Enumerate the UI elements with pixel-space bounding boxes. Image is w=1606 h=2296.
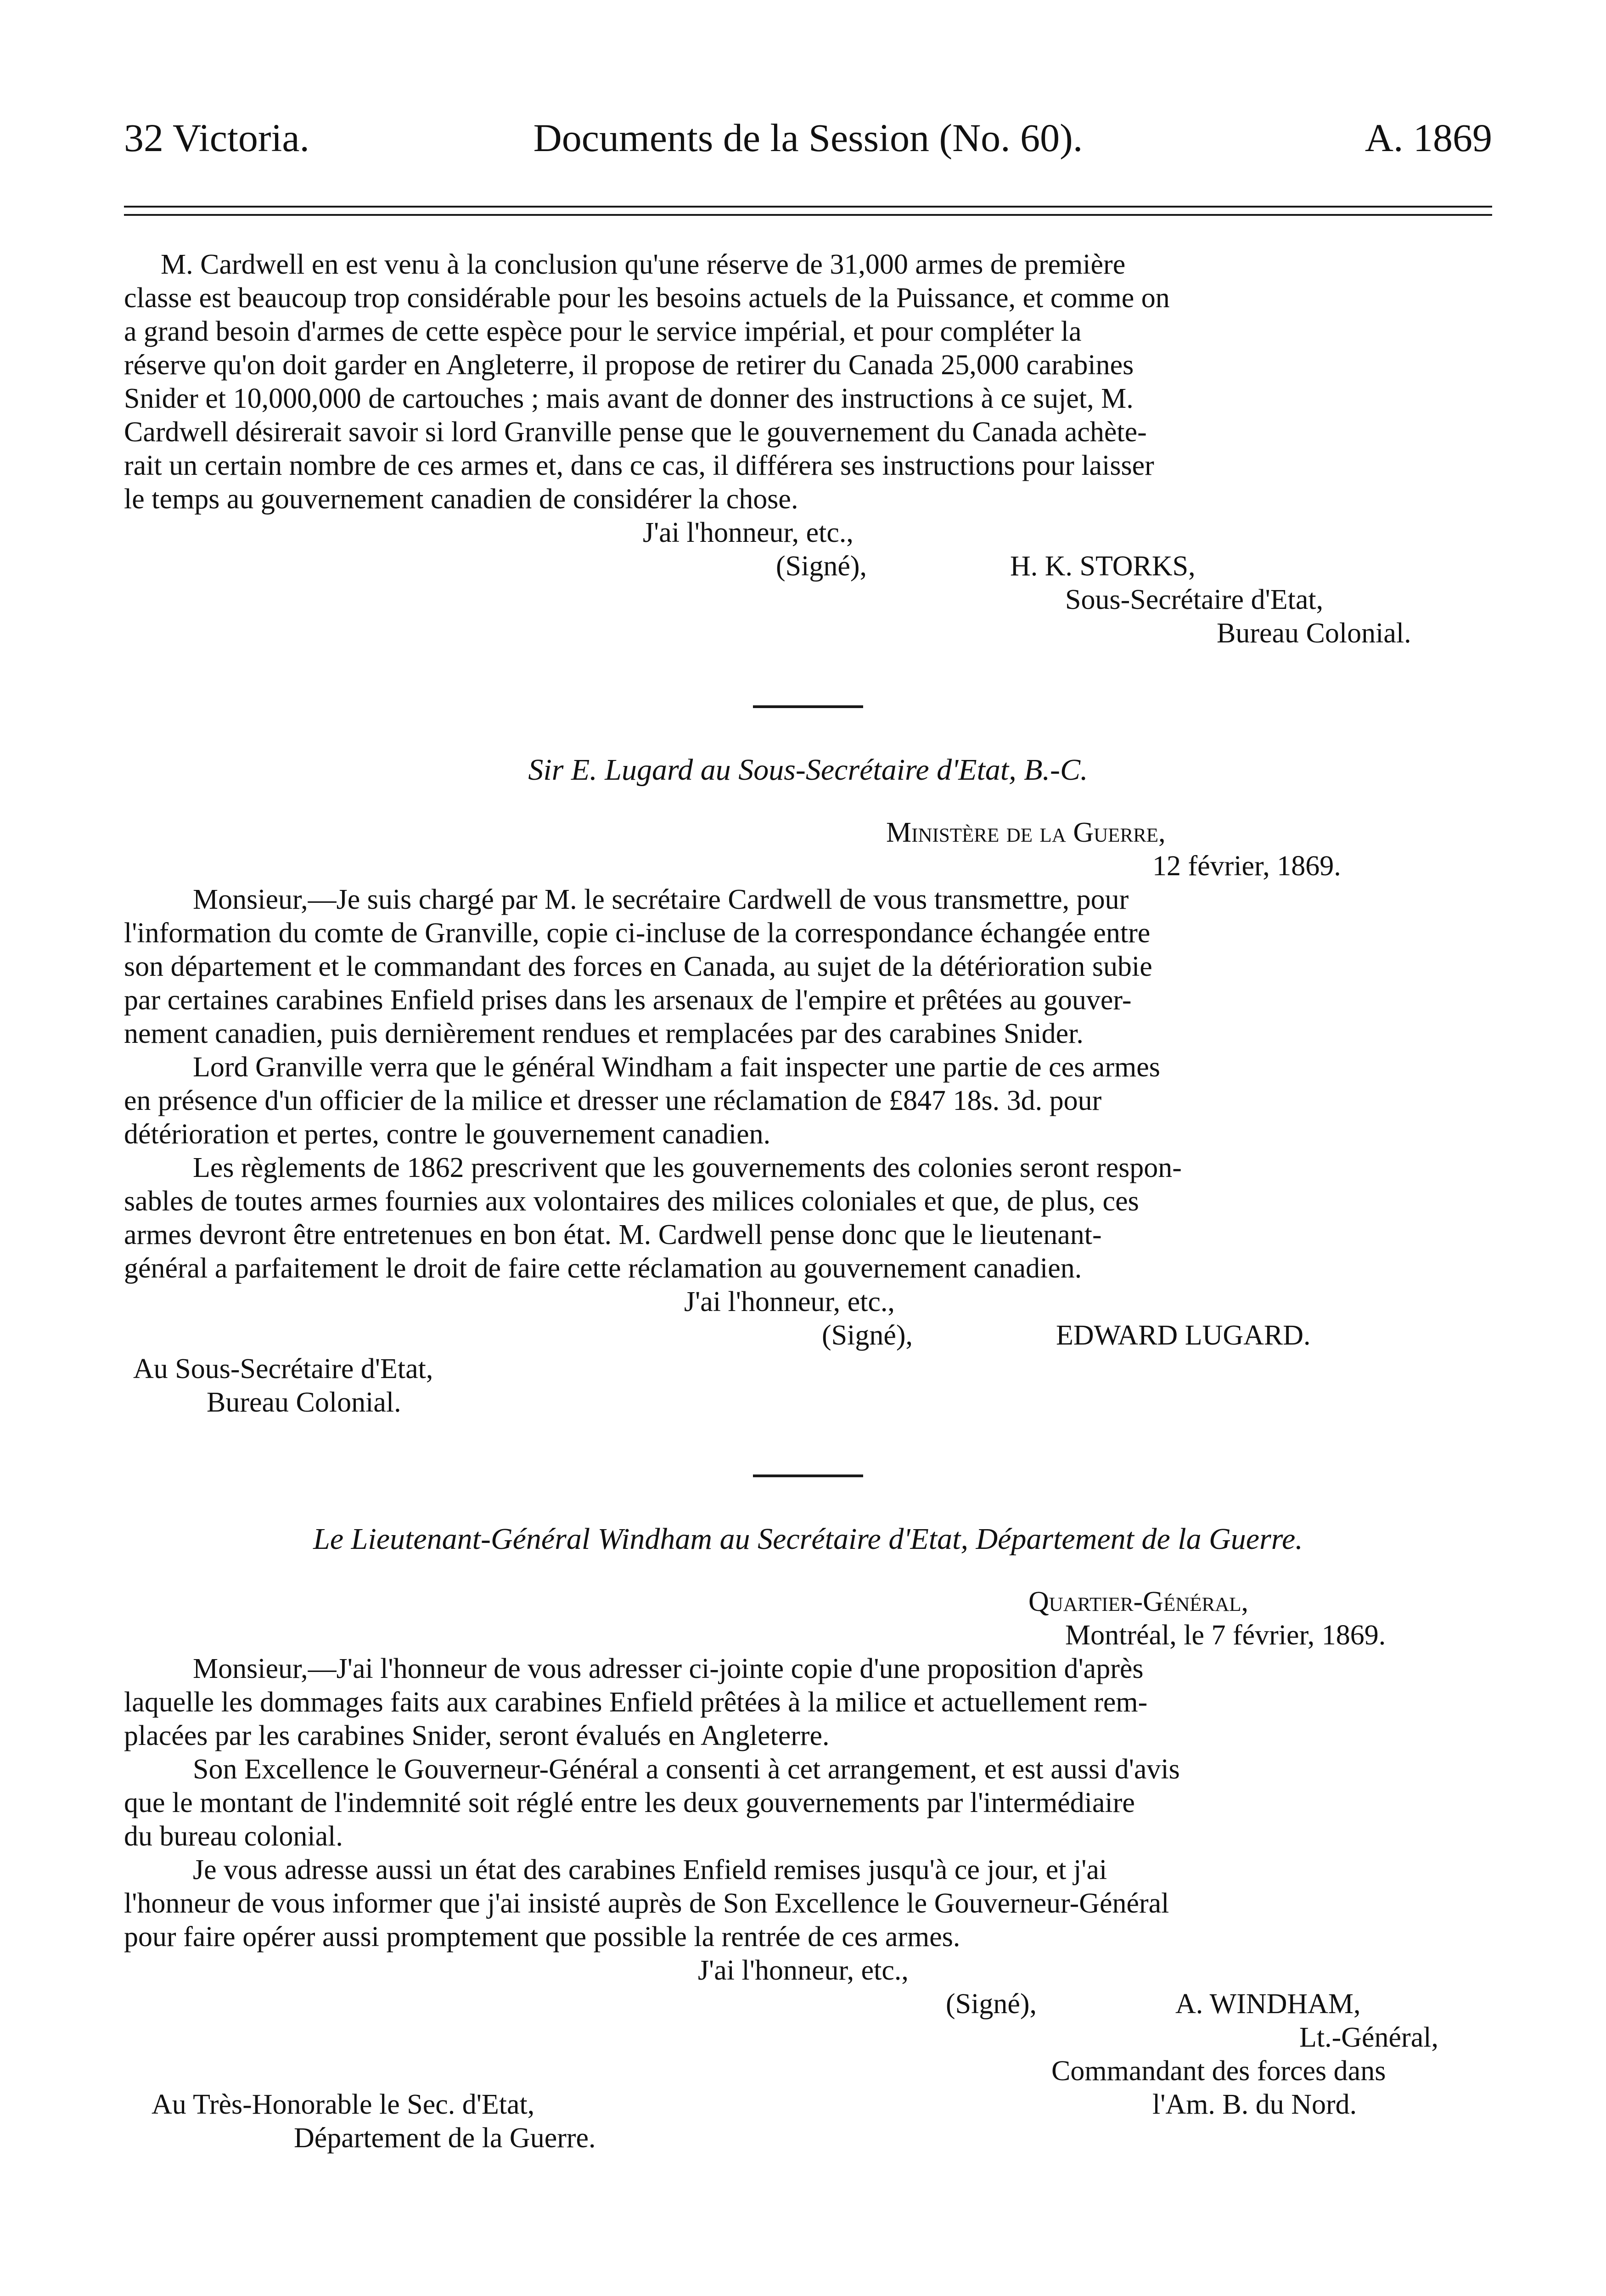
place-line <box>124 816 1492 850</box>
closing: J'ai l'honneur, etc., <box>643 517 854 548</box>
letter-2-paragraph-1 <box>124 883 1492 1051</box>
text-line: rait un certain nombre de ces armes et, dans ce cas, il différera ses instructions pour laisser <box>124 450 1154 481</box>
letter-3-place: Quartier-Général, <box>1028 1586 1249 1617</box>
letter-3-paragraph-2 <box>124 1753 1492 1853</box>
signer-office-line <box>124 2054 1492 2088</box>
date-line <box>124 1619 1492 1652</box>
letter-3-title: Le Lieutenant-Général Windham au Secrétaire d'Etat, Département de la Guerre. <box>313 1522 1303 1556</box>
signer-title-line <box>124 583 1492 617</box>
text-line: par certaines carabines Enfield prises dans les arsenaux de l'empire et prêtées au gouver- <box>124 985 1132 1016</box>
closing-line <box>124 1285 1492 1319</box>
letter-3-paragraph-1 <box>124 1652 1492 1753</box>
header-right: A. 1869 <box>1365 116 1492 160</box>
closing-line <box>124 1954 1492 1987</box>
header-center: Documents de la Session (No. 60). <box>533 116 1083 160</box>
signer-name: A. WINDHAM, <box>1175 1988 1361 2020</box>
signature-line <box>124 1319 1492 1352</box>
text-line: placées par les carabines Snider, seront évalués en Angleterre. <box>124 1720 830 1751</box>
text-line: classe est beaucoup trop considérable pour les besoins actuels de la Puissance, et comme on <box>124 282 1170 314</box>
signer-command: l'Am. B. du Nord. <box>1152 2089 1357 2120</box>
date-line <box>124 850 1492 883</box>
header-rule-bottom <box>124 214 1492 216</box>
addressee-and-command-line <box>124 2088 1492 2122</box>
text-line: sables de toutes armes fournies aux volontaires des milices coloniales et que, de plus, ces <box>124 1186 1139 1217</box>
signature-line <box>124 1987 1492 2021</box>
text-line: l'honneur de vous informer que j'ai insisté auprès de Son Excellence le Gouverneur-Général <box>124 1888 1169 1919</box>
letter-3 <box>124 1521 1492 2155</box>
addressee-office: Bureau Colonial. <box>207 1387 401 1418</box>
text-line: Monsieur,—Je suis chargé par M. le secrétaire Cardwell de vous transmettre, pour <box>193 884 1129 915</box>
text-line: l'information du comte de Granville, copie ci-incluse de la correspondance échangée entre <box>124 917 1151 949</box>
text-line: Cardwell désirerait savoir si lord Granville pense que le gouvernement du Canada achète- <box>124 416 1147 448</box>
signer-title-line <box>124 2021 1492 2054</box>
addressee-office: Département de la Guerre. <box>294 2122 596 2154</box>
letter-1 <box>124 248 1492 650</box>
signer-title: Lt.-Général, <box>1299 2022 1438 2053</box>
signer-office: Commandant des forces dans <box>1051 2055 1386 2087</box>
text-line: armes devront être entretenues en bon état. M. Cardwell pense donc que le lieutenant- <box>124 1219 1102 1250</box>
letter-2-place: Ministère de la Guerre, <box>886 817 1166 848</box>
closing: J'ai l'honneur, etc., <box>684 1286 895 1317</box>
text-line: son département et le commandant des forces en Canada, au sujet de la détérioration subie <box>124 951 1152 982</box>
text-line: a grand besoin d'armes de cette espèce pour le service impérial, et pour compléter la <box>124 316 1082 347</box>
text-line: réserve qu'on doit garder en Angleterre, il propose de retirer du Canada 25,000 carabines <box>124 349 1134 381</box>
addressee-line-1 <box>124 1352 1492 1386</box>
place-line <box>124 1585 1492 1619</box>
text-line: laquelle les dommages faits aux carabines Enfield prêtées à la milice et actuellement rem- <box>124 1687 1148 1718</box>
text-line: en présence d'un officier de la milice et dresser une réclamation de £847 18s. 3d. pour <box>124 1085 1102 1116</box>
text-line: pour faire opérer aussi promptement que possible la rentrée de ces armes. <box>124 1921 960 1953</box>
text-line: général a parfaitement le droit de faire cette réclamation au gouvernement canadien. <box>124 1253 1082 1284</box>
signer-office-line <box>124 617 1492 650</box>
header-left: 32 Victoria. <box>124 116 310 160</box>
signer-office: Bureau Colonial. <box>1217 618 1411 649</box>
text-line: Son Excellence le Gouverneur-Général a consenti à cet arrangement, et est aussi d'avis <box>193 1754 1180 1785</box>
text-line: Snider et 10,000,000 de cartouches ; mais avant de donner des instructions à ce sujet, M. <box>124 383 1134 414</box>
signer-name: H. K. STORKS, <box>1010 551 1196 582</box>
header-rule-top <box>124 206 1492 208</box>
signe-label: (Signé), <box>776 551 867 582</box>
text-line: Les règlements de 1862 prescrivent que les gouvernements des colonies seront respon- <box>193 1152 1182 1183</box>
addressee: Au Très-Honorable le Sec. d'Etat, <box>152 2089 535 2120</box>
text-line: du bureau colonial. <box>124 1821 343 1852</box>
text-line: Je vous adresse aussi un état des carabines Enfield remises jusqu'à ce jour, et j'ai <box>193 1854 1107 1885</box>
letter-3-date: Montréal, le 7 février, 1869. <box>1065 1620 1386 1651</box>
closing: J'ai l'honneur, etc., <box>698 1955 909 1986</box>
text-line: nement canadien, puis dernièrement rendues et remplacées par des carabines Snider. <box>124 1018 1084 1049</box>
signature-line <box>124 550 1492 583</box>
addressee: Au Sous-Secrétaire d'Etat, <box>133 1353 433 1384</box>
letter-3-paragraph-3 <box>124 1853 1492 1954</box>
text-line: Monsieur,—J'ai l'honneur de vous adresser ci-jointe copie d'une proposition d'après <box>193 1653 1144 1684</box>
letter-2 <box>124 752 1492 1419</box>
addressee-line-2 <box>124 2122 1492 2155</box>
letter-2-paragraph-3 <box>124 1151 1492 1285</box>
letter-2-date: 12 février, 1869. <box>1152 850 1341 882</box>
closing-line <box>124 516 1492 550</box>
letter-2-paragraph-2 <box>124 1051 1492 1151</box>
addressee-line-2 <box>124 1386 1492 1419</box>
letter-2-title: Sir E. Lugard au Sous-Secrétaire d'Etat, B.-C. <box>528 753 1088 787</box>
signer-name: EDWARD LUGARD. <box>1056 1320 1311 1351</box>
signer-title: Sous-Secrétaire d'Etat, <box>1065 584 1324 615</box>
text-line: le temps au gouvernement canadien de considérer la chose. <box>124 484 798 515</box>
text-line: M. Cardwell en est venu à la conclusion qu'une réserve de 31,000 armes de première <box>161 249 1126 280</box>
text-line: détérioration et pertes, contre le gouvernement canadien. <box>124 1119 771 1150</box>
text-line: que le montant de l'indemnité soit réglé entre les deux gouvernements par l'intermédiaire <box>124 1787 1135 1818</box>
signe-label: (Signé), <box>946 1988 1037 2020</box>
running-header <box>124 115 1492 170</box>
document-body <box>124 248 1492 2155</box>
text-line: Lord Granville verra que le général Windham a fait inspecter une partie de ces armes <box>193 1052 1160 1083</box>
signe-label: (Signé), <box>822 1320 913 1351</box>
letter-1-paragraph <box>124 248 1492 516</box>
